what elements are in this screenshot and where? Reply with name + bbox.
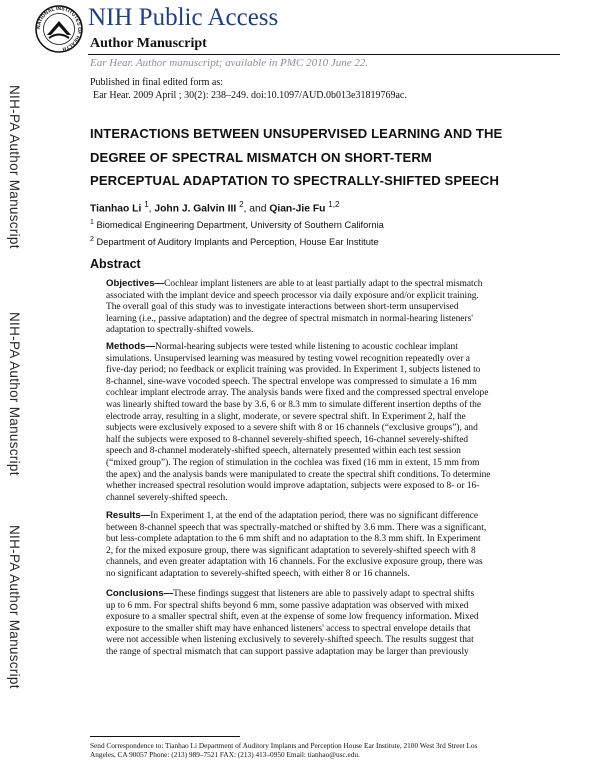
abstract-line: learning (i.e., passive adaptation) and the degree of spectral mismatch in normal-hearing listeners' xyxy=(106,313,473,324)
abstract-line: simulations. Unsupervised learning was measured by testing vowel recognition repeatedly over a xyxy=(106,353,470,364)
author-name: Tianhao Li xyxy=(90,203,142,215)
title-line: DEGREE OF SPECTRAL MISMATCH ON SHORT-TERM xyxy=(90,149,432,165)
abstract-line: the apex) and the analysis bands were manipulated to create the spectral shift conditions. To determine xyxy=(106,469,491,480)
sidebar-label-3: NIH-PA Author Manuscript xyxy=(7,525,22,689)
abstract-line: speech and 8-channel moderately-shifted speech, alternately presented within each test session xyxy=(106,446,461,457)
publication-citation[interactable]: Ear Hear. 2009 April ; 30(2): 238–249. doi:10.1097/AUD.0b013e31819769ac. xyxy=(93,90,407,101)
abstract-line: up to 6 mm. For spectral shifts beyond 6 mm, some passive adaptation was observed with mixed xyxy=(106,600,469,611)
abstract-line: no significant adaptation to severely-shifted speech, with either 8 or 16 channels. xyxy=(106,568,410,579)
author-separator: , xyxy=(148,203,152,215)
affiliation-text: Department of Auditory Implants and Perception, House Ear Institute xyxy=(96,237,379,248)
footnote-line: Angeles, CA 90057 Phone: (213) 989–7521 FAX: (213) 413–0950 Email: tianhao@usc.edu. xyxy=(90,750,360,760)
author-sup: 1 xyxy=(144,200,149,209)
abstract-results xyxy=(106,510,562,581)
author-list xyxy=(90,200,339,214)
affiliation-sup: 2 xyxy=(90,236,94,243)
abstract-line: These findings suggest that listeners are able to passively adapt to spectral shifts xyxy=(173,589,475,599)
abstract-objectives xyxy=(106,278,562,337)
abstract-line: whether increased spectral resolution would improve adaptation, subjects were exposed to 8- or 16- xyxy=(106,481,480,492)
footnote-divider xyxy=(90,736,240,737)
title-line: INTERACTIONS BETWEEN UNSUPERVISED LEARNING AND THE xyxy=(90,126,503,141)
abstract-methods xyxy=(106,341,562,504)
affiliation-2 xyxy=(90,236,379,247)
section-label: Objectives— xyxy=(106,278,165,289)
abstract-line: channel severely-shifted speech. xyxy=(106,492,228,503)
footnote-line: Send Correspondence to: Tianhao Li Department of Auditory Implants and Perception House Ear Institute, 2100 West 3rd Street Los xyxy=(90,741,478,750)
abstract-line: adaptation to spectrally-shifted vowels. xyxy=(106,325,254,336)
header-subtitle: Author Manuscript xyxy=(90,36,207,51)
abstract-line: associated with the implant device and speech processor via daily exposure and/or explicit training. xyxy=(106,290,479,301)
header-title: NIH Public Access xyxy=(88,4,279,31)
section-label: Conclusions— xyxy=(106,588,174,599)
correspondence-footnote xyxy=(90,741,565,760)
title-line: PERCEPTUAL ADAPTATION TO SPECTRALLY-SHIFTED SPEECH xyxy=(90,173,500,188)
nih-logo xyxy=(35,5,83,53)
abstract-conclusions xyxy=(106,588,562,659)
section-label: Methods— xyxy=(106,341,156,352)
abstract-line: cochlear implant electrode array. The analysis bands were fixed and the compressed spectral envelope xyxy=(106,388,489,399)
abstract-line: The overall goal of this study was to investigate interactions between short-term unsupervised xyxy=(106,302,459,313)
abstract-line: half the subjects were exposed to 8-channel severely-shifted speech, 16-channel severely-shifted xyxy=(106,434,469,445)
abstract-line: 2, for the mixed exposure group, there was significant adaptation to severely-shifted speech with 8 xyxy=(106,545,476,556)
sidebar xyxy=(0,0,28,776)
logo-text: NATIONAL INSTITUTES OF HEALTH xyxy=(35,5,83,52)
affiliation-sup: 1 xyxy=(90,219,94,226)
author-sup: 2 xyxy=(239,200,244,209)
abstract-line: channels, and even greater adaptation with 16 channels. For the exclusive exposure group, there was xyxy=(106,557,483,568)
author-name: John J. Galvin III xyxy=(154,203,237,215)
publication-info xyxy=(90,76,407,102)
sidebar-label-1: NIH-PA Author Manuscript xyxy=(7,85,22,249)
header-note: Ear Hear. Author manuscript; available in PMC 2010 June 22. xyxy=(90,57,369,69)
header-divider xyxy=(88,54,560,55)
sidebar-label-2: NIH-PA Author Manuscript xyxy=(7,312,22,476)
abstract-line: between 8-channel speech that was spectrally-matched or shifted by 3.6 mm. There was a significant, xyxy=(106,522,487,533)
abstract-line: exposure to the smaller shift may have enhanced listeners' access to spectral envelope details that xyxy=(106,623,471,634)
author-separator: , and xyxy=(243,203,267,215)
abstract-line: were not accessible when listening exclusively to severely-shifted speech. The results suggest that xyxy=(106,635,474,646)
abstract-line: subjects were exclusively exposed to a severe shift with 8 or 16 channels (“exclusive groups”), and xyxy=(106,423,478,434)
abstract-line: electrode array, resulting in a slight, moderate, or severe spectral shift. In Experiment 2, half the xyxy=(106,411,466,422)
section-label: Results— xyxy=(106,510,151,521)
article-title xyxy=(90,122,560,193)
abstract-line: exposure to a smaller spectral shift, even at the expense of some low frequency information. Mixed xyxy=(106,612,479,623)
author-name: Qian-Jie Fu xyxy=(269,203,326,215)
nih-seal-icon xyxy=(35,5,83,53)
abstract-line: five-day period; no feedback or explicit training was provided. In Experiment 1, subjects listened to xyxy=(106,365,481,376)
abstract-line: Cochlear implant listeners are able to at least partially adapt to the spectral mismatch xyxy=(164,279,483,289)
abstract-line: In Experiment 1, at the end of the adaptation period, there was no significant difference xyxy=(150,511,479,521)
abstract-line: Normal-hearing subjects were tested while listening to acoustic cochlear implant xyxy=(155,342,458,352)
abstract-line: the range of spectral mismatch that can support passive adaptation may be larger than previously xyxy=(106,646,469,657)
affiliation-1 xyxy=(90,219,384,230)
abstract-line: (“mixed group”). The region of stimulation in the cochlea was fixed (16 mm in extent, 15 mm from xyxy=(106,457,480,468)
abstract-line: 8-channel, sine-wave vocoded speech. The spectral envelope was compressed to simulate a 16 mm xyxy=(106,376,477,387)
author-sup: 1,2 xyxy=(328,200,340,209)
abstract-heading: Abstract xyxy=(90,257,141,271)
abstract-line: was linearly shifted toward the base by 3.6, 6 or 8.3 mm to simulate different insertion depths of the xyxy=(106,399,482,410)
affiliation-text: Biomedical Engineering Department, University of Southern California xyxy=(96,220,384,231)
publication-label: Published in final edited form as: xyxy=(90,77,224,88)
abstract-line: but less-complete adaptation to the 6 mm shift and no adaptation to the 8.3 mm shift. In Experiment xyxy=(106,534,481,545)
